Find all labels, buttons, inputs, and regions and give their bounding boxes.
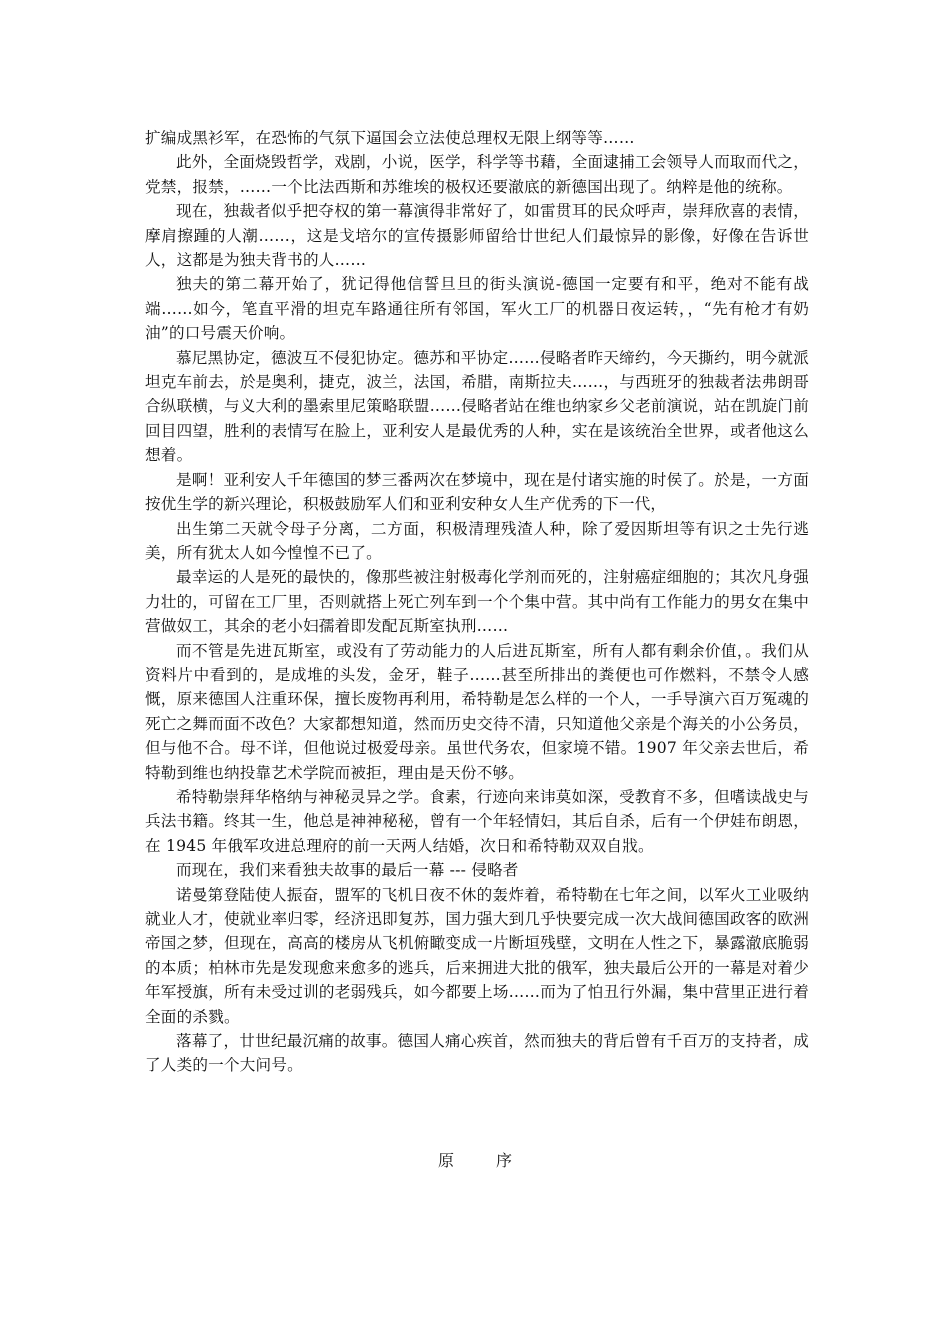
paragraph: 扩编成黑衫军，在恐怖的气氛下逼国会立法使总理权无限上纲等等…… bbox=[145, 129, 635, 147]
paragraph: 慕尼黑协定，德波互不侵犯协定。德苏和平协定……侵略者昨天缔约，今天撕约，明今就派坦克车前去，於是奥利，捷克，波兰，法国，希腊，南斯拉夫……，与西班牙的独裁者法弗朗哥合纵联横，与义大利的墨索里尼策略联盟……侵略者站在维也纳家乡父老前演说，站在凯旋门前回目四望，胜利的表情写在脸上，亚利安人是最优秀的人种，实在是该统治全世界，或者他这么想着。 bbox=[145, 348, 809, 465]
paragraph: 诺曼第登陆使人振奋，盟军的飞机日夜不休的轰炸着，希特勒在七年之间，以军火工业吸纳就业人才，使就业率归零，经济迅即复苏，国力强大到几乎快要完成一次大战间德国政客的欧洲帝国之梦，但现在，高高的楼房从飞机俯瞰变成一片断垣残壁，文明在人性之下，暴露澈底脆弱的本质；柏林市先是发现愈来愈多的逃兵，后来拥进大批的俄军，独夫最后公开的一幕是对着少年军授旗，所有未受过训的老弱残兵，如今都要上场……而为了怕丑行外漏，集中营里正进行着全面的杀戮。 bbox=[145, 885, 809, 1026]
section-heading: 原序 bbox=[437, 1151, 554, 1170]
paragraph: 此外，全面烧毁哲学，戏剧，小说，医学，科学等书藉，全面逮捕工会领导人而取而代之，党禁，报禁，……一个比法西斯和苏维埃的极权还要澈底的新德国出现了。纳粹是他的统称。 bbox=[145, 153, 809, 196]
paragraph: 是啊！亚利安人千年德国的梦三番两次在梦境中，现在是付诸实施的时侯了。於是，一方面按优生学的新兴理论，积极鼓励军人们和亚利安种女人生产优秀的下一代， bbox=[145, 470, 809, 514]
paragraph: 最幸运的人是死的最快的，像那些被注射极毒化学剂而死的，注射癌症细胞的；其次凡身强力壮的，可留在工厂里，否则就搭上死亡列车到一个个集中营。其中尚有工作能力的男女在集中营做奴工，其余的老小妇孺着即发配瓦斯室执刑…… bbox=[145, 568, 809, 636]
document-body bbox=[145, 126, 809, 1078]
paragraph: 现在，独裁者似乎把夺权的第一幕演得非常好了，如雷贯耳的民众呼声，崇拜欣喜的表情，摩肩擦踵的人潮……，这是戈培尔的宣传摄影师留给廿世纪人们最惊异的影像，好像在告诉世人，这都是为独夫背书的人…… bbox=[145, 202, 809, 270]
paragraph: 独夫的第二幕开始了，犹记得他信誓旦旦的街头演说-德国一定要有和平，绝对不能有战端……如今，笔直平滑的坦克车路通往所有邻国，军火工厂的机器日夜运转，，“先有枪才有奶油”的口号震天价响。 bbox=[145, 275, 809, 343]
paragraph: 出生第二天就令母子分离，二方面，积极清理残渣人种，除了爱因斯坦等有识之士先行逃美，所有犹太人如今惶惶不已了。 bbox=[145, 519, 809, 562]
paragraph: 而现在，我们来看独夫故事的最后一幕 --- 侵略者 bbox=[176, 861, 519, 880]
paragraph: 落幕了，廿世纪最沉痛的故事。德国人痛心疾首，然而独夫的背后曾有千百万的支持者，成了人类的一个大问号。 bbox=[145, 1032, 809, 1075]
paragraph: 希特勒崇拜华格纳与神秘灵异之学。食素，行迹向来讳莫如深，受教育不多，但嗜读战史与兵法书籍。终其一生，他总是神神秘秘，曾有一个年轻情妇，其后自杀，后有一个伊娃布朗恩，在 1945 年俄军攻进总理府的前一天两人结婚，次日和希特勒双双自戕。 bbox=[145, 787, 809, 855]
paragraph: 而不管是先进瓦斯室，或没有了劳动能力的人后进瓦斯室，所有人都有剩余价值，。我们从资料片中看到的，是成堆的头发，金牙，鞋子……甚至所排出的粪便也可作燃料，不禁令人感慨，原来德国人注重环保，擅长废物再利用，希特勒是怎么样的一个人，一手导演六百万冤魂的死亡之舞而面不改色？大家都想知道，然而历史交待不清，只知道他父亲是个海关的小公务员，但与他不合。母不详，但他说过极爱母亲。虽世代务农，但家境不错。1907 年父亲去世后，希特勒到维也纳投靠艺术学院而被拒，理由是天份不够。 bbox=[145, 641, 809, 782]
